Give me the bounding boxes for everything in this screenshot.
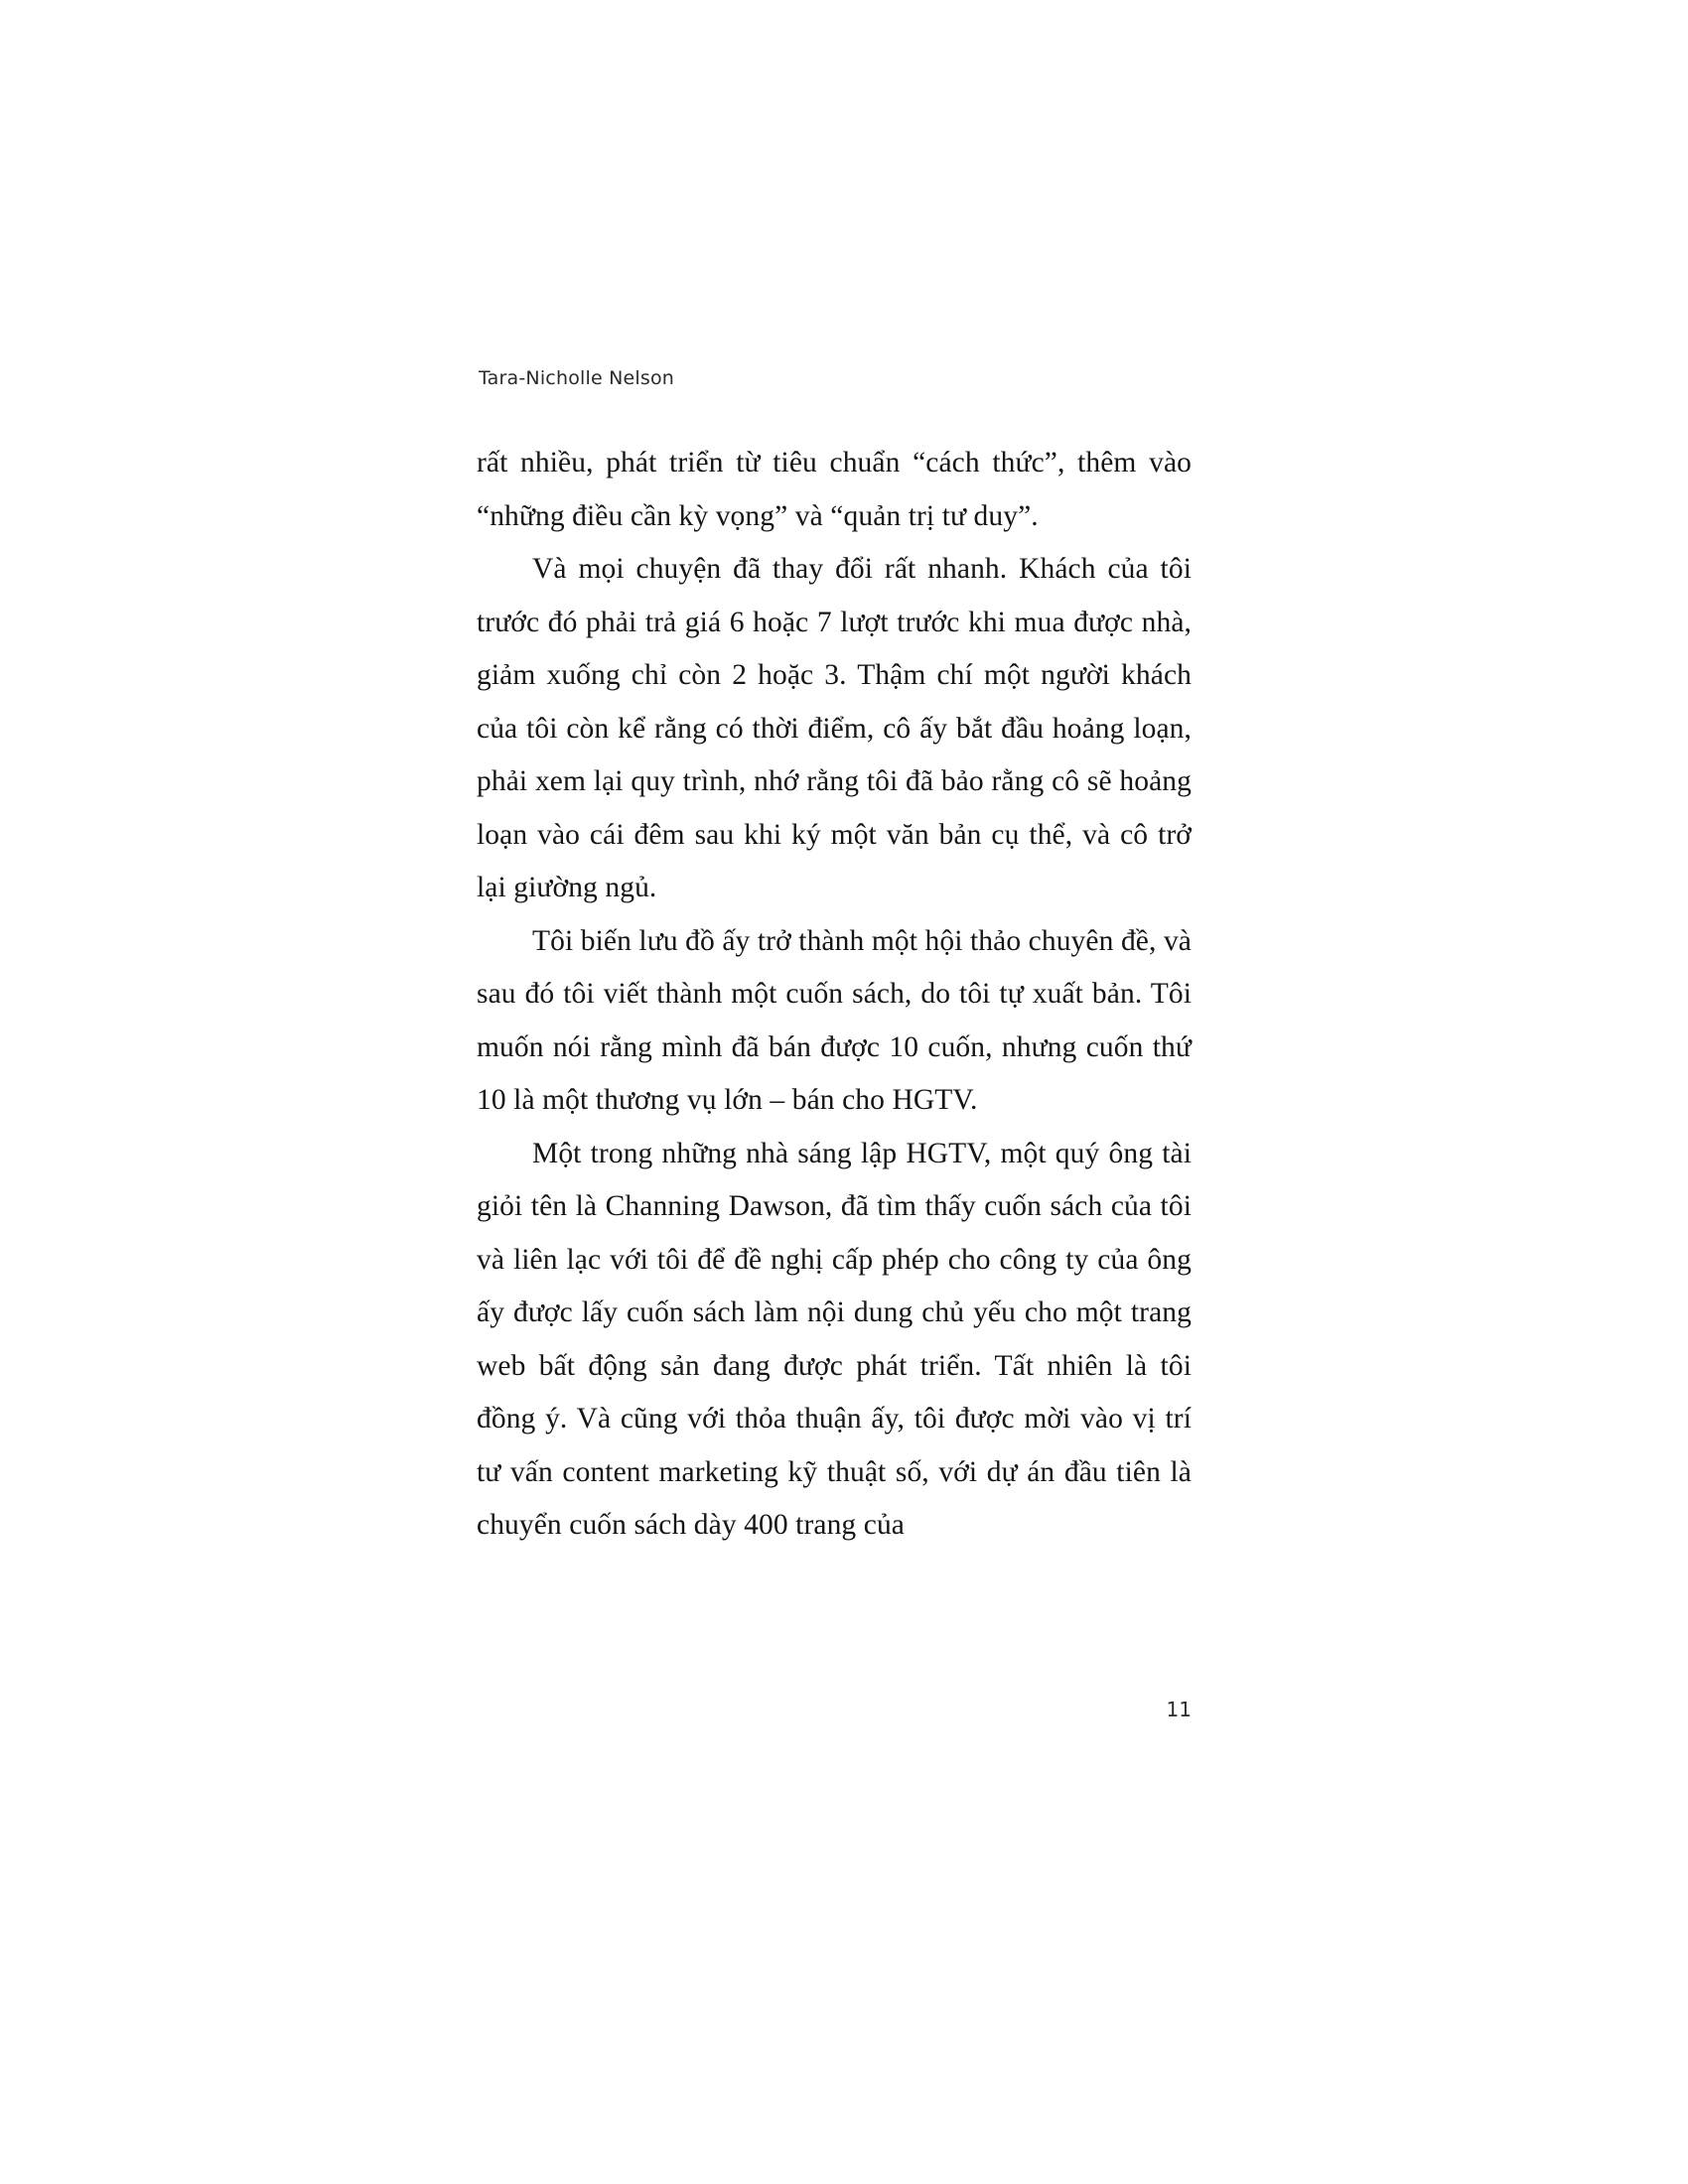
page-number: 11 — [1166, 1698, 1192, 1721]
paragraph-3: Tôi biến lưu đồ ấy trở thành một hội thảo chuyên đề, và sau đó tôi viết thành một cuốn sách, do tôi tự xuất bản. Tôi muốn nói rằng mình đã bán được 10 cuốn, nhưng cuốn thứ 10 là một thương vụ lớn – bán cho HGTV. — [477, 924, 1192, 1116]
paragraph-4: Một trong những nhà sáng lập HGTV, một quý ông tài giỏi tên là Channing Dawson, đã tìm thấy cuốn sách của tôi và liên lạc với tôi để đề nghị cấp phép cho công ty của ông ấy được lấy cuốn sách làm nội dung chủ yếu cho một trang web bất động sản đang được phát triển. Tất nhiên là tôi đồng ý. Và cũng với thỏa thuận ấy, tôi được mời vào vị trí tư vấn content marketing kỹ thuật số, với dự án đầu tiên là chuyển cuốn sách dày 400 trang của — [477, 1137, 1192, 1541]
paragraph-2: Và mọi chuyện đã thay đổi rất nhanh. Khách của tôi trước đó phải trả giá 6 hoặc 7 lượt trước khi mua được nhà, giảm xuống chỉ còn 2 hoặc 3. Thậm chí một người khách của tôi còn kể rằng có thời điểm, cô ấy bắt đầu hoảng loạn, phải xem lại quy trình, nhớ rằng tôi đã bảo rằng cô sẽ hoảng loạn vào cái đêm sau khi ký một văn bản cụ thể, và cô trở lại giường ngủ. — [477, 553, 1192, 903]
text-column — [477, 367, 1192, 1553]
running-head: Tara-Nicholle Nelson — [479, 367, 675, 389]
paragraph-1: rất nhiều, phát triển từ tiêu chuẩn “cách thức”, thêm vào “những điều cần kỳ vọng” và “quản trị tư duy”. — [477, 447, 1192, 532]
